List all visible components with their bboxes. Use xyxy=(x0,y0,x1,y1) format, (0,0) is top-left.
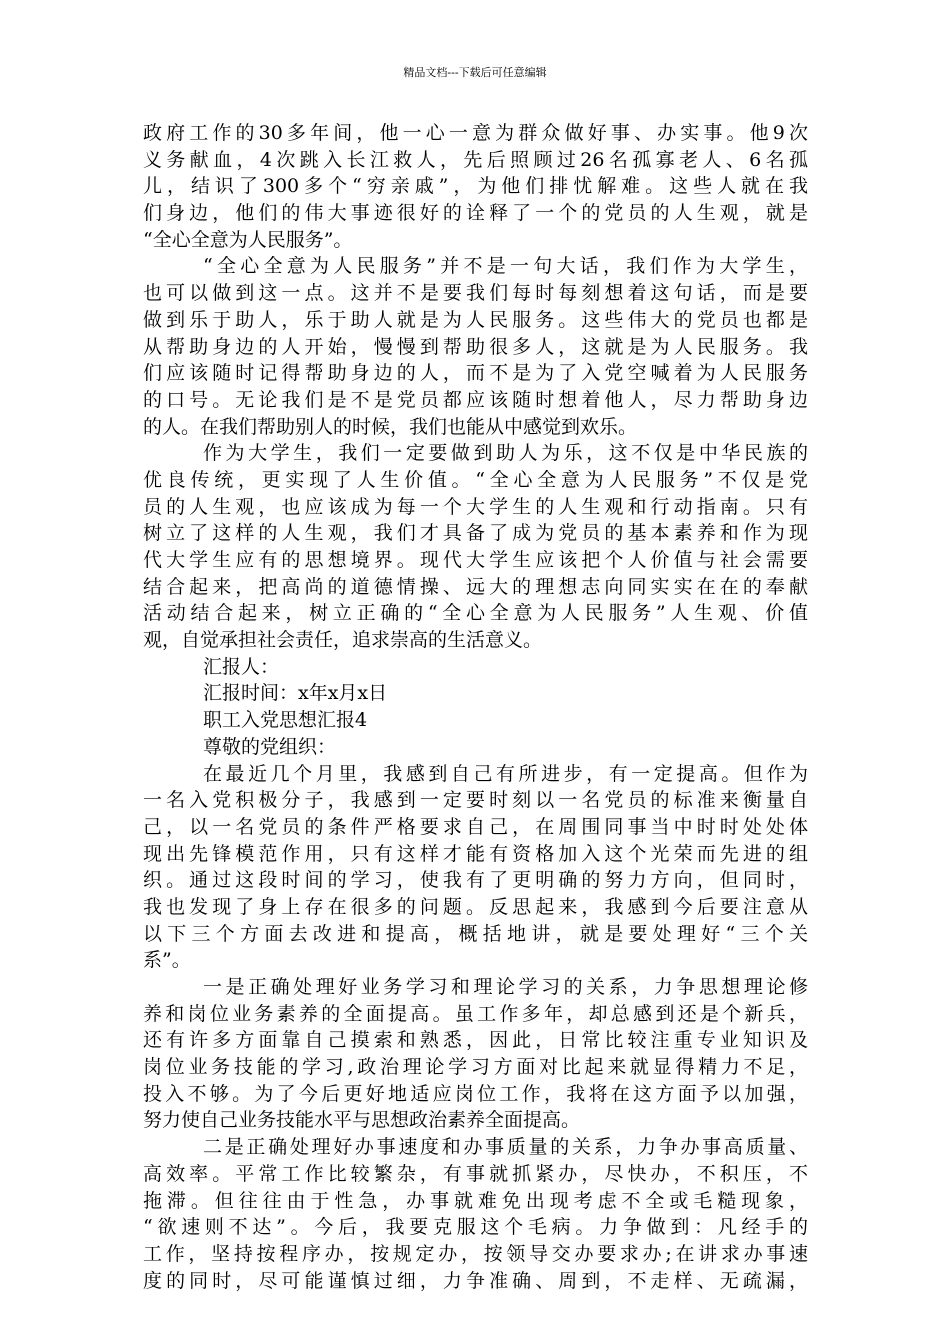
text-line: 在最近几个月里，我感到自己有所进步，有一定提高。但作为 xyxy=(203,762,808,785)
text-line: 以下三个方面去改进和提高，概括地讲，就是要处理好“三个关 xyxy=(143,922,808,945)
page-header: 精品文档---下载后可任意编辑 xyxy=(403,66,547,79)
text-line: 我也发现了身上存在很多的问题。反思起来，我感到今后要注意从 xyxy=(143,895,808,918)
text-line: 度的同时，尽可能谨慎过细，力争准确、周到，不走样、无疏漏， xyxy=(143,1269,808,1292)
text-line: 二是正确处理好办事速度和办事质量的关系，力争办事高质量、 xyxy=(203,1136,808,1159)
text-line: 岗位业务技能的学习,政治理论学习方面对比起来就显得精力不足， xyxy=(143,1056,808,1079)
reporter-label: 汇报人： xyxy=(203,655,280,678)
text-line: 活动结合起来，树立正确的“全心全意为人民服务”人生观、价值 xyxy=(143,602,808,625)
text-line: 树立了这样的人生观，我们才具备了成为党员的基本素养和作为现 xyxy=(143,522,808,545)
text-line: 努力使自己业务技能水平与思想政治素养全面提高。 xyxy=(143,1109,581,1132)
text-line: 义务献血，4次跳入长江救人，先后照顾过26名孤寡老人、6名孤 xyxy=(143,148,808,171)
text-line: 养和岗位业务素养的全面提高。虽工作多年，却总感到还是个新兵， xyxy=(143,1002,808,1025)
text-line: 结合起来，把高尚的道德情操、远大的理想志向同实实在在的奉献 xyxy=(143,575,808,598)
text-line: 从帮助身边的人开始，慢慢到帮助很多人，这就是为人民服务。我 xyxy=(143,335,808,358)
text-line: 们身边，他们的伟大事迹很好的诠释了一个的党员的人生观，就是 xyxy=(143,202,808,225)
text-line: 的口号。无论我们是不是党员都应该随时想着他人，尽力帮助身边 xyxy=(143,388,808,411)
text-line: 一名入党积极分子，我感到一定要时刻以一名党员的标准来衡量自 xyxy=(143,789,808,812)
text-line: “全心全意为人民服务”。 xyxy=(143,228,353,251)
text-line: 观，自觉承担社会责任，追求崇高的生活意义。 xyxy=(143,629,543,652)
text-line: 优良传统，更实现了人生价值。“全心全意为人民服务”不仅是党 xyxy=(143,468,808,491)
text-line: 员的人生观，也应该成为每一个大学生的人生观和行动指南。只有 xyxy=(143,495,808,518)
text-line: 拖滞。但往往由于性急，办事就难免出现考虑不全或毛糙现象， xyxy=(143,1189,808,1212)
text-line: 作为大学生，我们一定要做到助人为乐，这不仅是中华民族的 xyxy=(203,442,808,465)
text-line: 也可以做到这一点。这并不是要我们每时每刻想着这句话，而是要 xyxy=(143,282,808,305)
text-line: 一是正确处理好业务学习和理论学习的关系，力争思想理论修 xyxy=(203,976,808,998)
text-line: 做到乐于助人，乐于助人就是为人民服务。这些伟大的党员也都是 xyxy=(143,308,808,331)
text-line: 己，以一名党员的条件严格要求自己，在周围同事当中时时处处体 xyxy=(143,815,808,838)
text-line: 工作，坚持按程序办，按规定办，按领导交办要求办;在讲求办事速 xyxy=(143,1242,808,1265)
report-date: 汇报时间：x年x月x日 xyxy=(203,682,388,705)
text-line: 投入不够。为了今后更好地适应岗位工作，我将在这方面予以加强， xyxy=(143,1082,808,1105)
text-line: 系”。 xyxy=(143,949,191,972)
document-body xyxy=(143,120,808,1294)
text-line: 还有许多方面靠自己摸索和熟悉，因此，日常比较注重专业知识及 xyxy=(143,1029,808,1052)
text-line: 政府工作的30多年间，他一心一意为群众做好事、办实事。他9次 xyxy=(143,122,808,144)
text-line: 现出先锋模范作用，只有这样才能有资格加入这个光荣而先进的组 xyxy=(143,842,808,865)
text-line: 儿，结识了300多个“穷亲戚”，为他们排忧解难。这些人就在我 xyxy=(143,175,808,198)
text-line: 的人。在我们帮助别人的时候，我们也能从中感觉到欢乐。 xyxy=(143,415,638,438)
salutation: 尊敬的党组织： xyxy=(203,735,337,758)
text-line: “全心全意为人民服务”并不是一句大话，我们作为大学生， xyxy=(203,255,808,278)
text-line: 代大学生应有的思想境界。现代大学生应该把个人价值与社会需要 xyxy=(143,549,808,571)
section-title: 职工入党思想汇报4 xyxy=(203,709,368,732)
text-line: 织。通过这段时间的学习，使我有了更明确的努力方向，但同时， xyxy=(143,869,808,892)
text-line: “欲速则不达”。今后，我要克服这个毛病。力争做到：凡经手的 xyxy=(143,1216,808,1239)
text-line: 们应该随时记得帮助身边的人，而不是为了入党空喊着为人民服务 xyxy=(143,362,808,385)
text-line: 高效率。平常工作比较繁杂，有事就抓紧办，尽快办，不积压，不 xyxy=(143,1162,808,1185)
